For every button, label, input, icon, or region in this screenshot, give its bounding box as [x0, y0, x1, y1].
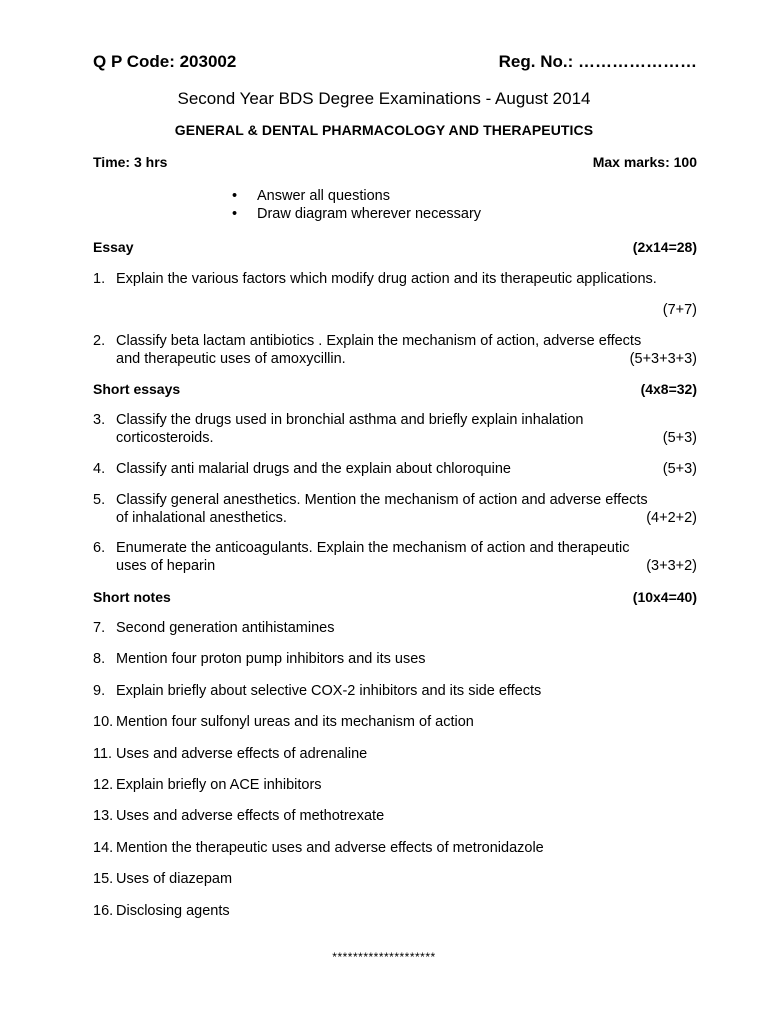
question-number: 1. [93, 271, 106, 287]
section-marks: (2x14=28) [632, 239, 697, 255]
question-5 [93, 492, 697, 527]
question-16 [93, 903, 697, 921]
question-number: 11. [93, 746, 113, 762]
section-marks: (10x4=40) [632, 589, 697, 605]
question-text: Classify anti malarial drugs and the explain about chloroquine [116, 461, 511, 477]
question-text-line2: uses of heparin [116, 557, 216, 574]
question-number: 12. [93, 777, 114, 793]
section-marks: (4x8=32) [640, 381, 697, 397]
question-number: 4. [93, 461, 106, 477]
section-title: Short notes [93, 589, 171, 605]
question-marks: (5+3+3+3) [629, 350, 697, 367]
question-9 [93, 683, 697, 701]
question-number: 13. [93, 808, 114, 824]
question-6 [93, 540, 697, 575]
question-text-line2: of inhalational anesthetics. [116, 509, 287, 526]
question-number: 2. [93, 333, 106, 349]
max-marks-label: Max marks: 100 [592, 154, 697, 170]
question-text: Explain the various factors which modify drug action and its therapeutic applications. [116, 271, 657, 287]
instruction-item: • Answer all questions [232, 187, 481, 205]
end-marker: ******************** [332, 950, 436, 964]
time-label: Time: 3 hrs [93, 154, 168, 170]
section-title: Short essays [93, 381, 181, 397]
question-2 [93, 333, 697, 368]
section-essay-heading [93, 239, 697, 255]
question-number: 3. [93, 412, 106, 428]
question-text: Explain briefly about selective COX-2 inhibitors and its side effects [116, 683, 542, 699]
question-number: 14. [93, 840, 114, 856]
question-13 [93, 808, 697, 826]
question-text-line2: corticosteroids. [116, 429, 214, 446]
question-text: Classify beta lactam antibiotics . Explain the mechanism of action, adverse effects [116, 333, 642, 349]
subject-title: GENERAL & DENTAL PHARMACOLOGY AND THERAPEUTICS [174, 122, 594, 138]
question-text: Mention four sulfonyl ureas and its mechanism of action [116, 714, 474, 730]
question-marks: (3+3+2) [646, 557, 697, 574]
exam-title: Second Year BDS Degree Examinations - August 2014 [177, 89, 591, 108]
section-short-essays-heading [93, 381, 697, 397]
qp-code: Q P Code: 203002 [93, 52, 237, 71]
instructions-list [232, 187, 481, 223]
question-text: Uses of diazepam [116, 871, 233, 887]
question-number: 16. [93, 903, 114, 919]
question-1 [93, 271, 697, 289]
question-marks: (5+3) [662, 461, 697, 477]
question-number: 7. [93, 620, 106, 636]
question-text: Disclosing agents [116, 903, 230, 919]
question-text: Mention the therapeutic uses and adverse effects of metronidazole [116, 840, 544, 856]
question-text-line2: and therapeutic uses of amoxycillin. [116, 350, 346, 367]
question-14 [93, 840, 697, 858]
time-marks-row [93, 154, 697, 170]
reg-no: Reg. No.: ………………… [498, 52, 697, 71]
question-marks: (7+7) [662, 302, 697, 318]
question-text: Uses and adverse effects of adrenaline [116, 746, 368, 762]
question-text: Uses and adverse effects of methotrexate [116, 808, 385, 824]
question-number: 8. [93, 651, 106, 667]
question-11 [93, 746, 697, 764]
question-8 [93, 651, 697, 669]
question-text: Enumerate the anticoagulants. Explain the mechanism of action and therapeutic [116, 540, 630, 556]
question-marks: (4+2+2) [646, 509, 697, 526]
question-number: 15. [93, 871, 114, 887]
question-marks: (5+3) [662, 429, 697, 446]
question-3 [93, 412, 697, 447]
question-4 [93, 461, 697, 479]
question-number: 5. [93, 492, 106, 508]
question-10 [93, 714, 697, 732]
question-12 [93, 777, 697, 795]
question-number: 9. [93, 683, 106, 699]
section-short-notes-heading [93, 589, 697, 605]
header-row [93, 52, 697, 72]
question-number: 10. [93, 714, 114, 730]
section-title: Essay [93, 239, 134, 255]
question-text: Explain briefly on ACE inhibitors [116, 777, 322, 793]
question-15 [93, 871, 697, 889]
question-text: Classify general anesthetics. Mention the mechanism of action and adverse effects [116, 492, 648, 508]
question-text: Classify the drugs used in bronchial asthma and briefly explain inhalation [116, 412, 584, 428]
question-text: Mention four proton pump inhibitors and its uses [116, 651, 426, 667]
question-7 [93, 620, 697, 638]
question-number: 6. [93, 540, 106, 556]
question-text: Second generation antihistamines [116, 620, 335, 636]
instruction-item: • Draw diagram wherever necessary [232, 205, 481, 223]
